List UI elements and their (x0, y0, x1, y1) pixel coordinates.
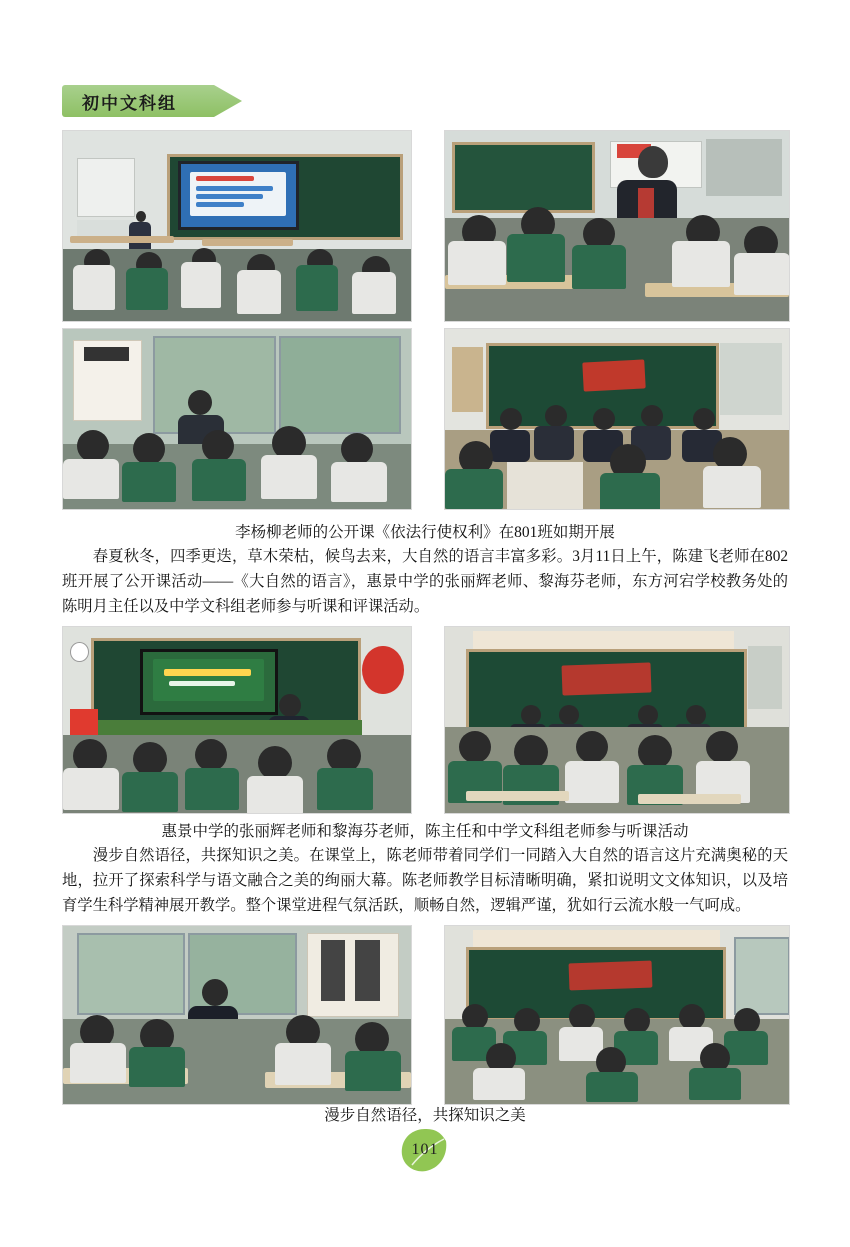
photo-classroom-window-side-view (62, 328, 412, 510)
page-footer (0, 1135, 850, 1174)
leaf-icon (390, 1135, 460, 1169)
photo-students-attentive-in-class (444, 925, 790, 1105)
body-paragraph-1 (62, 545, 788, 619)
photo-teacher-guiding-students (444, 130, 790, 322)
photo-lesson-agriculture-climate (62, 626, 412, 814)
photo-caption-1: 李杨柳老师的公开课《依法行使权利》在801班如期开展 (235, 524, 615, 541)
paragraph-2-text: 漫步自然语径，共探知识之美。在课堂上，陈老师带着同学们一同踏入大自然的语言这片充满奥秘的天地，拉开了探索科学与语文融合之美的绚丽大幕。陈老师教学目标清晰明确，紧扣说明文文体知识，以及培育学生科学精神展开教学。整个课堂进程气氛活跃，顺畅自然，逻辑严谨，犹如行云流水般一气呵成。 (62, 847, 788, 914)
photo-classroom-lecture-smartboard (62, 130, 412, 322)
photo-class-with-observers-back (444, 626, 790, 814)
body-paragraph-2 (62, 844, 788, 918)
page-number: 101 (411, 1141, 439, 1158)
section-banner-label: 初中文科组 (82, 94, 177, 113)
photo-caption-2: 惠景中学的张丽辉老师和黎海芬老师，陈主任和中学文科组老师参与听课活动 (161, 823, 689, 840)
section-banner (62, 85, 242, 117)
photo-teachers-observing-class (444, 328, 790, 510)
photo-caption-3: 漫步自然语径，共探知识之美 (324, 1107, 526, 1124)
photo-teacher-walking-among-desks (62, 925, 412, 1105)
paragraph-1-text: 春夏秋冬，四季更迭，草木荣枯，候鸟去来，大自然的语言丰富多彩。3月11日上午，陈建飞老师在802班开展了公开课活动——《大自然的语言》，惠景中学的张丽辉老师、黎海芬老师，东方河宕学校教务处的陈明月主任以及中学文科组老师参与听课和评课活动。 (62, 548, 788, 615)
